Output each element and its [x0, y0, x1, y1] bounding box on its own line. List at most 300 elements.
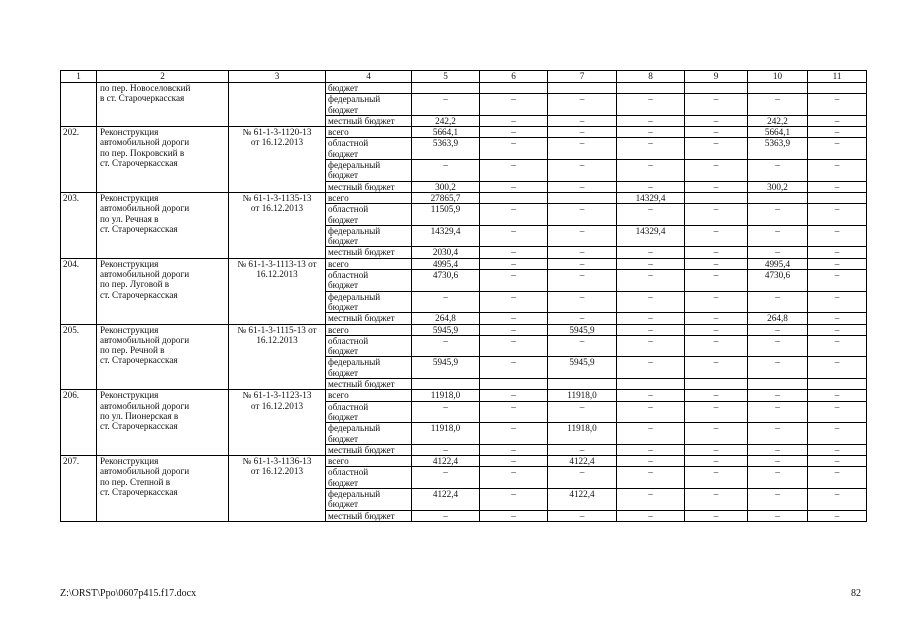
amount-cell: – [685, 488, 748, 510]
amount-cell: – [685, 423, 748, 445]
amount-cell: – [480, 510, 548, 521]
amount-cell: – [480, 390, 548, 401]
amount-cell [480, 379, 548, 390]
item-number [61, 83, 97, 127]
amount-cell: 242,2 [412, 115, 480, 126]
funding-source [326, 115, 412, 126]
document-reference [229, 258, 326, 324]
amount-cell: – [480, 488, 548, 510]
amount-cell: – [685, 127, 748, 138]
amount-cell: – [808, 138, 867, 160]
amount-cell: – [748, 390, 808, 401]
text-line: автомобильной дороги [100, 466, 190, 477]
text-line: бюджет [328, 104, 359, 115]
amount-cell: 5363,9 [412, 138, 480, 160]
funding-source [326, 225, 412, 247]
document-reference [229, 390, 326, 456]
amount-cell: – [617, 94, 685, 116]
amount-cell: – [548, 258, 617, 269]
column-number: 8 [617, 71, 685, 83]
column-number: 1 [61, 71, 97, 83]
amount-cell: – [548, 467, 617, 489]
amount-cell: – [748, 456, 808, 467]
amount-cell: 4122,4 [412, 456, 480, 467]
funding-source [326, 510, 412, 521]
amount-cell: – [480, 270, 548, 292]
amount-cell: 264,8 [748, 313, 808, 324]
amount-cell: – [617, 324, 685, 335]
amount-cell: – [748, 357, 808, 379]
amount-cell: 4995,4 [748, 258, 808, 269]
object-name [97, 83, 229, 127]
amount-cell: – [808, 357, 867, 379]
amount-cell: – [480, 467, 548, 489]
amount-cell: – [808, 247, 867, 258]
amount-cell: – [808, 401, 867, 423]
amount-cell: – [808, 423, 867, 445]
funding-source [326, 324, 412, 335]
funding-source [326, 467, 412, 489]
amount-cell: – [685, 324, 748, 335]
amount-cell: – [412, 160, 480, 182]
amount-cell: – [808, 291, 867, 313]
amount-cell: – [748, 401, 808, 423]
amount-cell: – [548, 160, 617, 182]
amount-cell: – [808, 488, 867, 510]
text-line: бюджет [328, 280, 359, 291]
text-line: Реконструкция [100, 192, 159, 203]
text-line: автомобильной дороги [100, 203, 190, 214]
amount-cell: – [480, 115, 548, 126]
amount-cell: 300,2 [748, 181, 808, 192]
amount-cell: – [617, 270, 685, 292]
text-line: по пер. Луговой в [100, 279, 170, 290]
amount-cell: – [548, 270, 617, 292]
amount-cell: – [685, 258, 748, 269]
text-line: № 61-1-3-1136-13 [242, 456, 312, 467]
text-line: автомобильной дороги [100, 334, 190, 345]
amount-cell [808, 379, 867, 390]
amount-cell: – [480, 181, 548, 192]
funding-source [326, 160, 412, 182]
amount-cell: 5945,9 [412, 357, 480, 379]
amount-cell: – [480, 225, 548, 247]
text-line: областной [328, 401, 369, 412]
amount-cell: – [548, 115, 617, 126]
amount-cell: – [617, 204, 685, 226]
amount-cell: – [617, 127, 685, 138]
amount-cell [685, 192, 748, 203]
amount-cell: – [808, 160, 867, 182]
amount-cell: 242,2 [748, 115, 808, 126]
table-row [61, 324, 867, 335]
text-line: местный бюджет [328, 313, 395, 324]
amount-cell: – [748, 291, 808, 313]
amount-cell: – [548, 335, 617, 357]
amount-cell: – [808, 204, 867, 226]
document-reference [229, 83, 326, 127]
amount-cell: – [685, 225, 748, 247]
text-line: ст. Старочеркасская [100, 223, 178, 234]
amount-cell [685, 379, 748, 390]
amount-cell: – [748, 510, 808, 521]
amount-cell: 4730,6 [412, 270, 480, 292]
amount-cell [808, 192, 867, 203]
amount-cell [548, 379, 617, 390]
amount-cell: – [548, 247, 617, 258]
text-line: всего [328, 324, 349, 335]
funding-source [326, 444, 412, 455]
text-line: ст. Старочеркасская [100, 158, 178, 169]
amount-cell: 11918,0 [548, 390, 617, 401]
amount-cell: – [685, 357, 748, 379]
text-line: автомобильной дороги [100, 137, 190, 148]
text-line: по пер. Покровский в [100, 147, 185, 158]
amount-cell: – [808, 115, 867, 126]
text-line: бюджет [328, 499, 359, 510]
funding-source [326, 83, 412, 94]
amount-cell: – [748, 204, 808, 226]
funding-source [326, 247, 412, 258]
object-name [97, 192, 229, 258]
amount-cell [748, 379, 808, 390]
text-line: всего [328, 456, 349, 467]
text-line: № 61-1-3-1123-13 [242, 390, 312, 401]
amount-cell: – [808, 225, 867, 247]
amount-cell: – [412, 335, 480, 357]
text-line: всего [328, 390, 349, 401]
amount-cell: 11505,9 [412, 204, 480, 226]
column-number: 5 [412, 71, 480, 83]
amount-cell: – [808, 270, 867, 292]
text-line: по пер. Новоселовский [100, 83, 191, 93]
text-line: ст. Старочеркасская [100, 421, 178, 432]
amount-cell: – [548, 291, 617, 313]
text-line: местный бюджет [328, 510, 395, 521]
text-line: Реконструкция [100, 258, 159, 269]
amount-cell: 5945,9 [548, 324, 617, 335]
amount-cell: – [617, 357, 685, 379]
amount-cell: – [748, 225, 808, 247]
amount-cell: – [548, 401, 617, 423]
text-line: федеральный [328, 357, 381, 368]
text-line: бюджет [328, 170, 359, 181]
amount-cell: – [480, 423, 548, 445]
column-number: 9 [685, 71, 748, 83]
text-line: местный бюджет [328, 181, 395, 192]
amount-cell: – [685, 181, 748, 192]
amount-cell [548, 192, 617, 203]
amount-cell: – [548, 204, 617, 226]
amount-cell: – [617, 258, 685, 269]
amount-cell: – [808, 127, 867, 138]
amount-cell: – [480, 313, 548, 324]
amount-cell [412, 83, 480, 94]
item-number: 202. [61, 127, 97, 193]
amount-cell: – [808, 313, 867, 324]
text-line: № 61-1-3-1120-13 [242, 127, 312, 138]
text-line: от 16.12.2013 [250, 466, 304, 477]
amount-cell [685, 83, 748, 94]
column-number: 10 [748, 71, 808, 83]
funding-source [326, 204, 412, 226]
column-number: 2 [97, 71, 229, 83]
item-number: 206. [61, 390, 97, 456]
funding-source [326, 313, 412, 324]
amount-cell: 11918,0 [548, 423, 617, 445]
amount-cell: – [412, 401, 480, 423]
amount-cell: 27865,7 [412, 192, 480, 203]
budget-table [60, 70, 867, 522]
amount-cell: – [548, 94, 617, 116]
text-line: всего [328, 192, 349, 203]
funding-source [326, 401, 412, 423]
amount-cell: – [685, 247, 748, 258]
amount-cell: – [685, 291, 748, 313]
amount-cell: 4122,4 [412, 488, 480, 510]
text-line: бюджет [328, 301, 359, 312]
amount-cell: – [808, 444, 867, 455]
text-line: федеральный [328, 488, 381, 499]
amount-cell: – [748, 324, 808, 335]
amount-cell: 2030,4 [412, 247, 480, 258]
amount-cell: – [685, 401, 748, 423]
text-line: ст. Старочеркасская [100, 289, 178, 300]
amount-cell: 4122,4 [548, 488, 617, 510]
amount-cell: – [685, 510, 748, 521]
document-reference [229, 192, 326, 258]
amount-cell: – [617, 115, 685, 126]
amount-cell: – [685, 94, 748, 116]
amount-cell: – [617, 401, 685, 423]
amount-cell: – [548, 127, 617, 138]
column-number: 4 [326, 71, 412, 83]
amount-cell: – [617, 444, 685, 455]
column-number: 6 [480, 71, 548, 83]
amount-cell: – [808, 258, 867, 269]
amount-cell: – [617, 467, 685, 489]
column-number: 3 [229, 71, 326, 83]
amount-cell: – [617, 390, 685, 401]
amount-cell: – [480, 456, 548, 467]
amount-cell: – [808, 390, 867, 401]
funding-source [326, 270, 412, 292]
amount-cell: – [748, 444, 808, 455]
text-line: № 61-1-3-1115-13 от [237, 324, 317, 335]
amount-cell [808, 83, 867, 94]
text-line: бюджет [328, 433, 359, 444]
amount-cell: – [685, 335, 748, 357]
amount-cell: – [808, 456, 867, 467]
amount-cell: 5945,9 [548, 357, 617, 379]
amount-cell [480, 192, 548, 203]
object-name [97, 324, 229, 390]
amount-cell: 11918,0 [412, 390, 480, 401]
funding-source [326, 488, 412, 510]
text-line: 16.12.2013 [256, 269, 298, 280]
table-row [61, 127, 867, 138]
text-line: Реконструкция [100, 127, 159, 138]
amount-cell: 14329,4 [617, 192, 685, 203]
object-name [97, 258, 229, 324]
amount-cell [748, 192, 808, 203]
text-line: бюджет [328, 214, 359, 225]
file-path: Z:\ORST\Ppo\0607p415.f17.docx [60, 588, 197, 599]
table-row [61, 258, 867, 269]
amount-cell: – [480, 160, 548, 182]
amount-cell: 5664,1 [748, 127, 808, 138]
amount-cell: – [617, 313, 685, 324]
funding-source [326, 357, 412, 379]
amount-cell: – [480, 204, 548, 226]
text-line: бюджет [328, 236, 359, 247]
text-line: бюджет [328, 477, 359, 488]
amount-cell: – [617, 335, 685, 357]
table-row [61, 456, 867, 467]
page-number: 82 [851, 588, 861, 599]
text-line: от 16.12.2013 [250, 203, 304, 214]
amount-cell: – [748, 94, 808, 116]
amount-cell: – [480, 138, 548, 160]
text-line: областной [328, 335, 369, 346]
text-line: Реконструкция [100, 456, 159, 467]
column-number: 11 [808, 71, 867, 83]
amount-cell: 264,8 [412, 313, 480, 324]
text-line: автомобильной дороги [100, 400, 190, 411]
text-line: областной [328, 204, 369, 215]
amount-cell [480, 83, 548, 94]
text-line: по ул. Речная в [100, 213, 159, 224]
column-number: 7 [548, 71, 617, 83]
amount-cell: 4122,4 [548, 456, 617, 467]
amount-cell: – [808, 335, 867, 357]
amount-cell [617, 379, 685, 390]
text-line: Реконструкция [100, 390, 159, 401]
amount-cell: – [685, 467, 748, 489]
funding-source [326, 258, 412, 269]
item-number: 205. [61, 324, 97, 390]
amount-cell: 300,2 [412, 181, 480, 192]
amount-cell: – [480, 291, 548, 313]
amount-cell: – [748, 335, 808, 357]
amount-cell: – [548, 138, 617, 160]
amount-cell: – [412, 510, 480, 521]
text-line: в ст. Старочеркасская [100, 93, 185, 104]
amount-cell: – [808, 181, 867, 192]
text-line: бюджет [328, 367, 359, 378]
text-line: бюджет [328, 148, 359, 159]
amount-cell: – [480, 401, 548, 423]
amount-cell: – [748, 160, 808, 182]
amount-cell: – [617, 160, 685, 182]
funding-source [326, 181, 412, 192]
amount-cell: – [548, 444, 617, 455]
item-number: 207. [61, 456, 97, 522]
amount-cell [548, 83, 617, 94]
object-name [97, 390, 229, 456]
amount-cell: 4730,6 [748, 270, 808, 292]
text-line: по ул. Пионерская в [100, 410, 179, 421]
amount-cell: 4995,4 [412, 258, 480, 269]
text-line: областной [328, 270, 369, 281]
amount-cell: – [685, 444, 748, 455]
text-line: федеральный [328, 291, 381, 302]
amount-cell: – [480, 127, 548, 138]
text-line: бюджет [328, 346, 359, 357]
text-line: местный бюджет [328, 115, 395, 126]
amount-cell: 14329,4 [617, 225, 685, 247]
text-line: ст. Старочеркасская [100, 486, 178, 497]
amount-cell: – [748, 423, 808, 445]
column-number-row [61, 71, 867, 83]
funding-source [326, 423, 412, 445]
amount-cell: – [412, 444, 480, 455]
funding-source [326, 379, 412, 390]
text-line: по пер. Речной в [100, 345, 165, 356]
text-line: федеральный [328, 423, 381, 434]
amount-cell: – [480, 247, 548, 258]
amount-cell: 11918,0 [412, 423, 480, 445]
amount-cell: – [412, 467, 480, 489]
amount-cell: – [748, 488, 808, 510]
amount-cell: – [480, 357, 548, 379]
amount-cell: 5363,9 [748, 138, 808, 160]
funding-source [326, 94, 412, 116]
amount-cell: – [480, 324, 548, 335]
amount-cell: – [548, 181, 617, 192]
amount-cell: – [685, 313, 748, 324]
text-line: по пер. Степной в [100, 476, 171, 487]
amount-cell: 5945,9 [412, 324, 480, 335]
object-name [97, 456, 229, 522]
text-line: бюджет [328, 83, 359, 93]
text-line: от 16.12.2013 [250, 137, 304, 148]
amount-cell: – [480, 444, 548, 455]
amount-cell: – [685, 456, 748, 467]
amount-cell: 5664,1 [412, 127, 480, 138]
text-line: федеральный [328, 160, 381, 171]
table-row [61, 390, 867, 401]
object-name [97, 127, 229, 193]
amount-cell [412, 379, 480, 390]
table-row [61, 192, 867, 203]
amount-cell: – [548, 313, 617, 324]
funding-source [326, 127, 412, 138]
text-line: ст. Старочеркасская [100, 355, 178, 366]
funding-source [326, 335, 412, 357]
amount-cell: – [808, 510, 867, 521]
document-reference [229, 324, 326, 390]
amount-cell: – [685, 160, 748, 182]
amount-cell: – [685, 138, 748, 160]
text-line: от 16.12.2013 [250, 400, 304, 411]
item-number: 204. [61, 258, 97, 324]
text-line: всего [328, 258, 349, 269]
amount-cell: – [808, 467, 867, 489]
amount-cell: – [748, 247, 808, 258]
item-number: 203. [61, 192, 97, 258]
amount-cell [617, 83, 685, 94]
amount-cell: – [617, 181, 685, 192]
amount-cell: – [412, 291, 480, 313]
text-line: всего [328, 127, 349, 138]
document-reference [229, 456, 326, 522]
amount-cell: – [548, 510, 617, 521]
document-reference [229, 127, 326, 193]
amount-cell: – [480, 335, 548, 357]
amount-cell: – [548, 225, 617, 247]
amount-cell: – [617, 456, 685, 467]
